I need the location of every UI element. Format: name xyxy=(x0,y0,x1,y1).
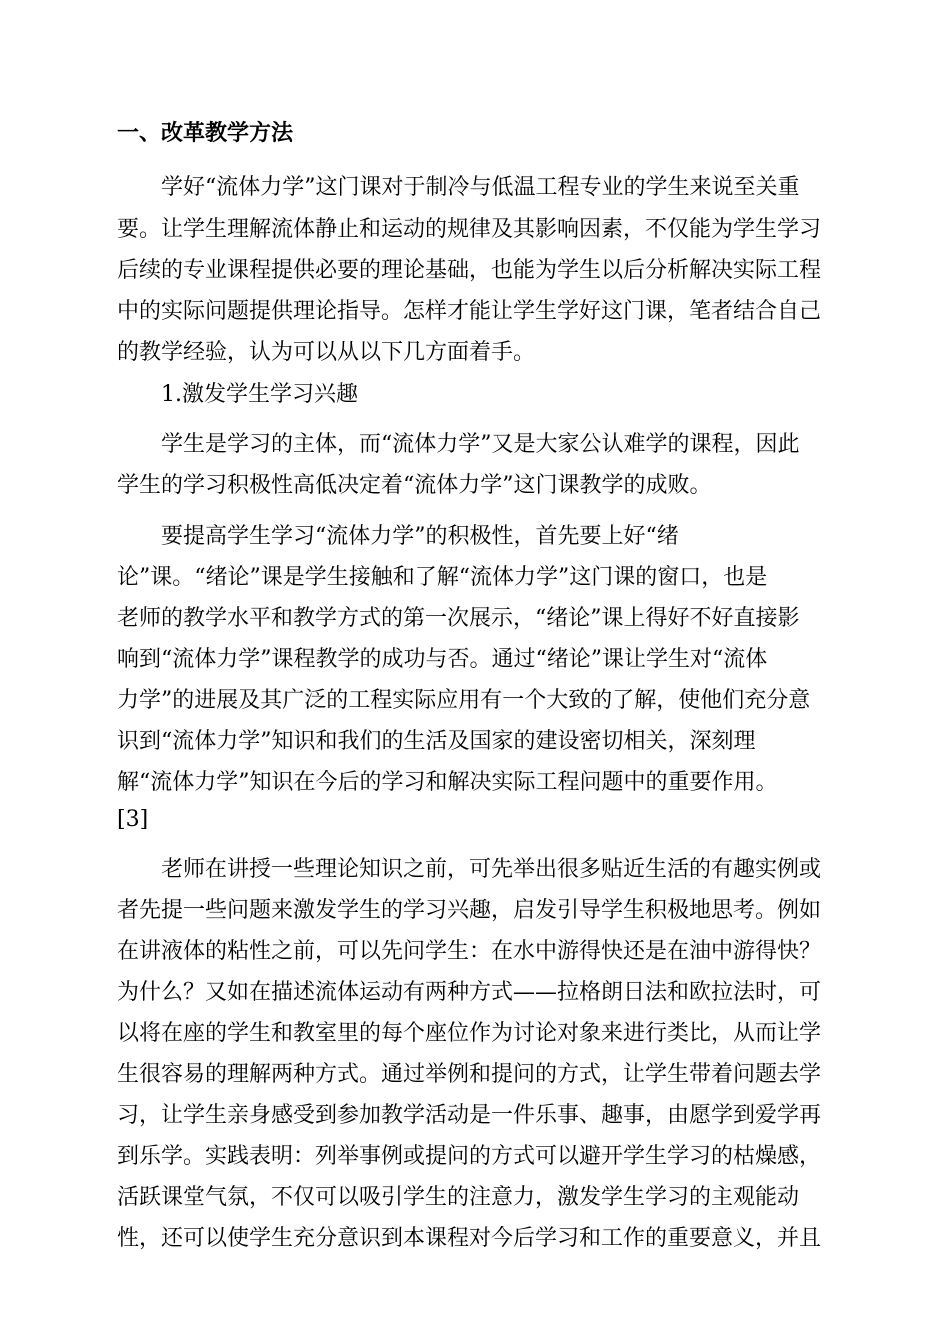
section-heading: 一、改革教学方法 xyxy=(117,121,294,146)
paragraph-line: 响到“流体力学”课程教学的成功与否。通过“绪论”课让学生对“流体 xyxy=(117,647,768,672)
paragraph-line: 学好“流体力学”这门课对于制冷与低温工程专业的学生来说至关重 xyxy=(161,175,800,200)
paragraph-line: 者先提一些问题来激发学生的学习兴趣，启发引导学生积极地思考。例如 xyxy=(117,898,822,923)
paragraph-line: 到乐学。实践表明：列举事例或提问的方式可以避开学生学习的枯燥感， xyxy=(117,1144,822,1169)
paragraph-line: 要提高学生学习“流体力学”的积极性，首先要上好“绪 xyxy=(161,524,679,549)
paragraph-line: 活跃课堂气氛，不仅可以吸引学生的注意力，激发学生学习的主观能动 xyxy=(117,1185,800,1210)
paragraph-line: 性，还可以使学生充分意识到本课程对今后学习和工作的重要意义，并且 xyxy=(117,1226,822,1251)
paragraph-line: 论”课。“绪论”课是学生接触和了解“流体力学”这门课的窗口，也是 xyxy=(117,565,768,590)
paragraph-line: 的教学经验，认为可以从以下几方面着手。 xyxy=(117,340,536,365)
paragraph-line: 解“流体力学”知识在今后的学习和解决实际工程问题中的重要作用。 xyxy=(117,770,778,795)
paragraph-line: 识到“流体力学”知识和我们的生活及国家的建设密切相关，深刻理 xyxy=(117,729,756,754)
paragraph-line: 要。让学生理解流体静止和运动的规律及其影响因素，不仅能为学生学习 xyxy=(117,217,822,242)
paragraph-line: 为什么？又如在描述流体运动有两种方式——拉格朗日法和欧拉法时，可 xyxy=(117,980,822,1005)
paragraph-line: 学生是学习的主体，而“流体力学”又是大家公认难学的课程，因此 xyxy=(161,432,800,457)
paragraph-line: 后续的专业课程提供必要的理论基础，也能为学生以后分析解决实际工程 xyxy=(117,258,822,283)
paragraph-line: 老师的教学水平和教学方式的第一次展示，“绪论”课上得好不好直接影 xyxy=(117,606,800,631)
paragraph-line: 学生的学习积极性高低决定着“流体力学”这门课教学的成败。 xyxy=(117,473,712,498)
paragraph-line: 中的实际问题提供理论指导。怎样才能让学生学好这门课，笔者结合自己 xyxy=(117,299,822,324)
paragraph-line: 习，让学生亲身感受到参加教学活动是一件乐事、趣事，由愿学到爱学再 xyxy=(117,1103,822,1128)
paragraph-line: 生很容易的理解两种方式。通过举例和提问的方式，让学生带着问题去学 xyxy=(117,1062,822,1087)
paragraph-line: 以将在座的学生和教室里的每个座位作为讨论对象来进行类比，从而让学 xyxy=(117,1021,822,1046)
subsection-heading: 1.激发学生学习兴趣 xyxy=(161,382,358,407)
paragraph-line: 在讲液体的粘性之前，可以先问学生：在水中游得快还是在油中游得快？ xyxy=(117,939,822,964)
paragraph-line: 老师在讲授一些理论知识之前，可先举出很多贴近生活的有趣实例或 xyxy=(161,857,822,882)
paragraph-line: 力学”的进展及其广泛的工程实际应用有一个大致的了解，使他们充分意 xyxy=(117,688,811,713)
citation-reference: [3] xyxy=(117,807,149,832)
